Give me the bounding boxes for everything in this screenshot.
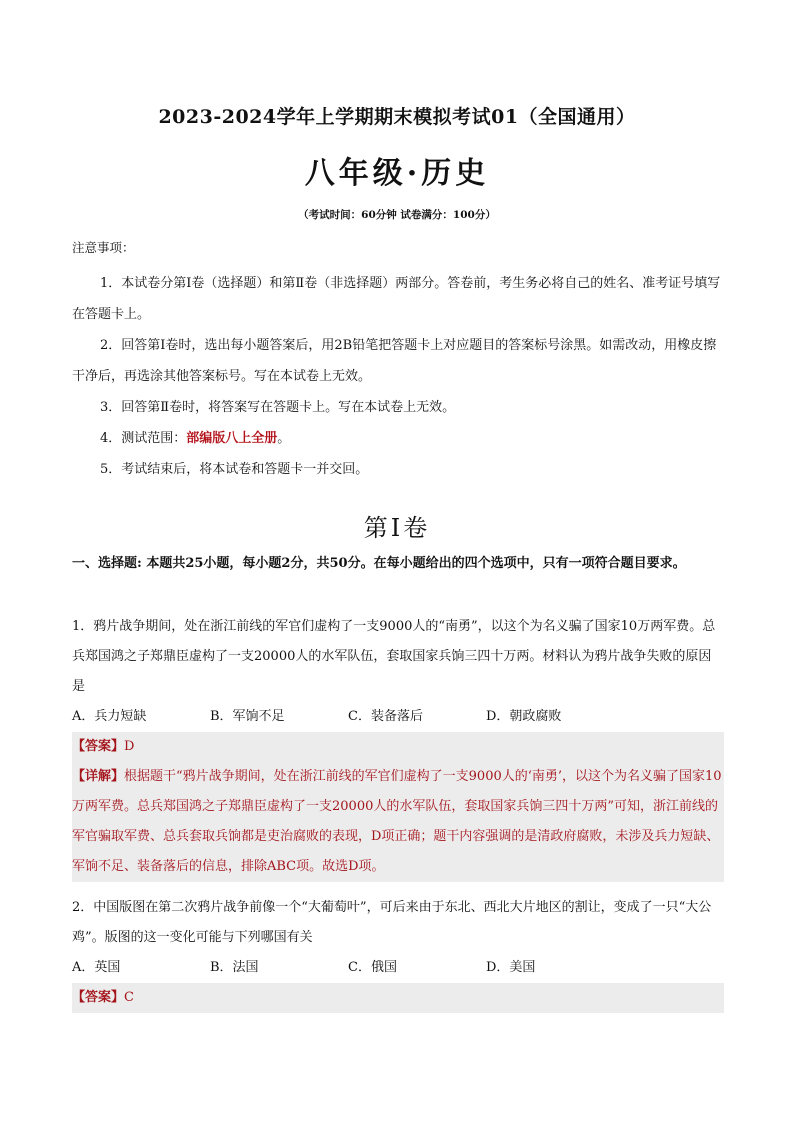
question-stem: 1．鸦片战争期间，处在浙江前线的军官们虚构了一支9000人的“南勇”，以这个为名义骗了国家10万两军费。总兵郑国鸿之子郑鼎臣虚构了一支20000人的水军队伍，套取国家兵饷三四十万两。材料认为鸦片战争失败的原因是 bbox=[72, 619, 716, 694]
option-c: C．装备落后 bbox=[348, 709, 423, 724]
exam-title: 2023-2024学年上学期期末模拟考试01（全国通用） bbox=[158, 106, 636, 128]
notice-list bbox=[72, 268, 724, 485]
analysis-label: 【详解】 bbox=[72, 769, 125, 784]
question-2 bbox=[72, 893, 724, 1013]
notice-item-1: 1．本试卷分第Ⅰ卷（选择题）和第Ⅱ卷（非选择题）两部分。答卷前，考生务必将自己的姓名、准考证号填写在答题卡上。 bbox=[72, 276, 721, 322]
notice-item-5: 5．考试结束后，将本试卷和答题卡一并交回。 bbox=[100, 462, 369, 477]
exam-info: （考试时间：60分钟 试卷满分：100分） bbox=[298, 209, 496, 221]
section-label: 一、选择题 bbox=[72, 556, 138, 571]
section-rest: : 本题共25小题，每小题2分，共50分。在每小题给出的四个选项中，只有一项符合题目要求。 bbox=[137, 556, 686, 571]
option-b: B．军饷不足 bbox=[210, 709, 285, 724]
question-stem: 2．中国版图在第二次鸦片战争前像一个“大葡萄叶”，可后来由于东北、西北大片地区的割让，变成了一只“大公鸡”。版图的这一变化可能与下列哪国有关 bbox=[72, 900, 712, 945]
answer-value: C bbox=[124, 990, 134, 1005]
notice-item-4 bbox=[72, 423, 724, 454]
answer-label: 【答案】 bbox=[72, 990, 125, 1005]
question-1 bbox=[72, 612, 724, 882]
subject-title: 八年级·历史 bbox=[304, 156, 490, 191]
notice-item-2: 2．回答第Ⅰ卷时，选出每小题答案后，用2B铅笔把答题卡上对应题目的答案标号涂黑。如需改动，用橡皮擦干净后，再选涂其他答案标号。写在本试卷上无效。 bbox=[72, 338, 717, 384]
analysis-text: 根据题干“鸦片战争期间，处在浙江前线的军官们虚构了一支9000人的‘南勇’，以这个为名义骗了国家10万两军费。总兵郑国鸿之子郑鼎臣虚构了一支20000人的水军队伍，套取国家兵饷三四十万两”可知，浙江前线的军官骗取军费、总兵套取兵饷都是吏治腐败的表现，D项正确；题干内容强调的是清政府腐败，未涉及兵力短缺、军饷不足、装备落后的信息，排除ABC项。故选D项。 bbox=[72, 769, 722, 874]
answer-band bbox=[72, 732, 724, 762]
notice-item-3: 3．回答第Ⅱ卷时，将答案写在答题卡上。写在本试卷上无效。 bbox=[100, 400, 456, 415]
analysis-band bbox=[72, 762, 724, 882]
notice-heading: 注意事项： bbox=[72, 240, 135, 255]
option-d: D．美国 bbox=[486, 960, 536, 975]
scope-suffix: 。 bbox=[277, 431, 291, 446]
section-intro bbox=[72, 549, 724, 579]
option-c: C．俄国 bbox=[348, 960, 397, 975]
option-a: A．兵力短缺 bbox=[72, 709, 147, 724]
option-a: A．英国 bbox=[72, 960, 121, 975]
part-title: 第Ⅰ卷 bbox=[363, 514, 431, 542]
answer-value: D bbox=[124, 739, 135, 754]
answer-label: 【答案】 bbox=[72, 739, 125, 754]
option-list bbox=[72, 702, 724, 732]
answer-band bbox=[72, 983, 724, 1013]
scope-value: 部编版八上全册 bbox=[186, 431, 278, 446]
option-d: D．朝政腐败 bbox=[486, 709, 562, 724]
option-b: B．法国 bbox=[210, 960, 259, 975]
option-list bbox=[72, 953, 724, 983]
scope-prefix: 4．测试范围： bbox=[100, 431, 187, 446]
